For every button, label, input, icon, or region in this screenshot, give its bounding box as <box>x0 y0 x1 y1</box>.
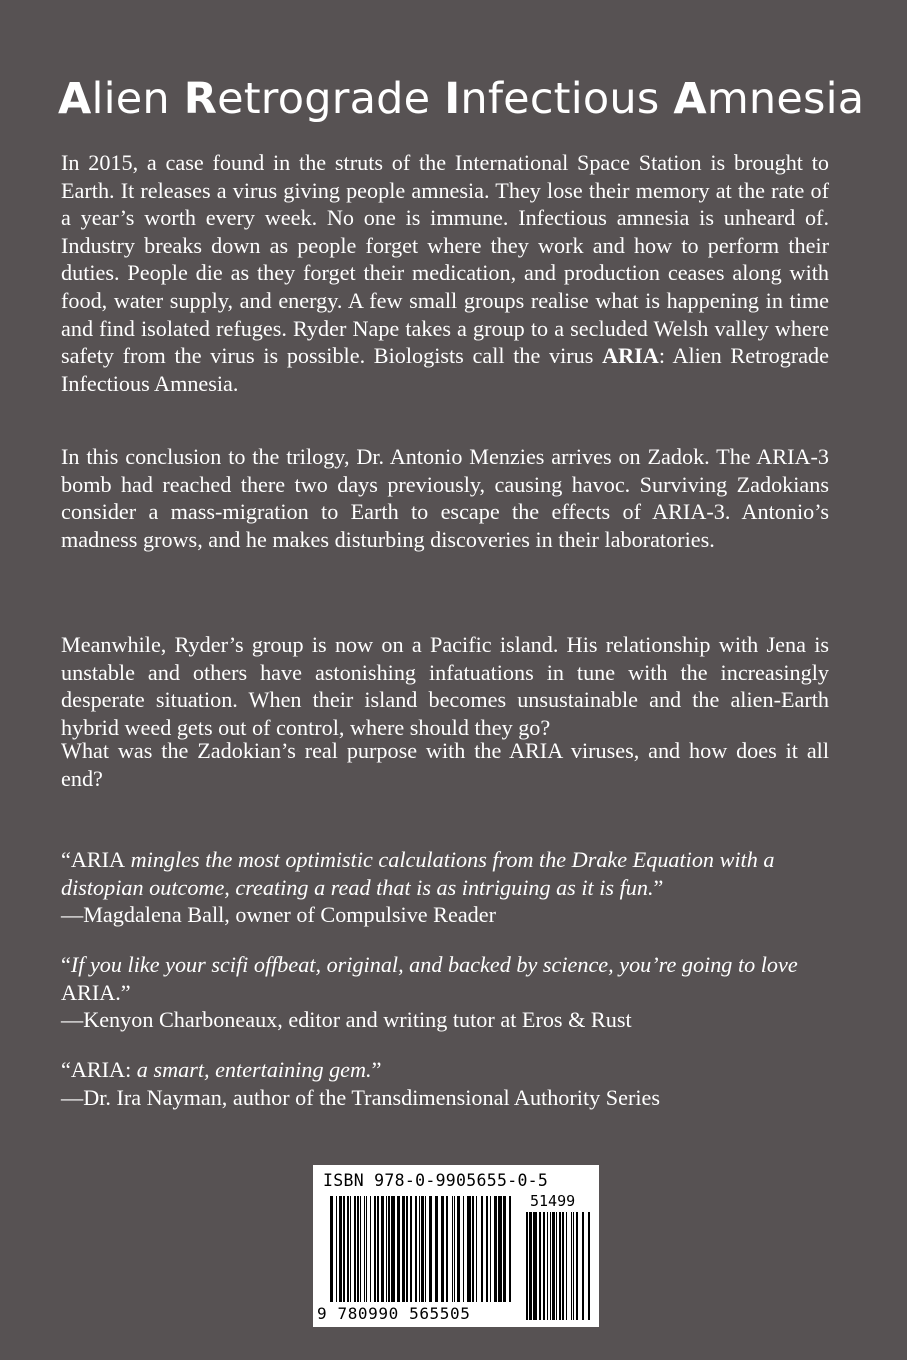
barcode-bar <box>360 1196 361 1302</box>
barcode-bar <box>366 1196 367 1302</box>
blurb-paragraph-4: What was the Zadokian’s real purpose with the ARIA viruses, and how does it all end? <box>61 738 829 791</box>
barcode-bar <box>391 1196 395 1302</box>
barcode-bar <box>350 1196 351 1302</box>
barcode-bar <box>566 1212 567 1320</box>
barcode-bar <box>357 1196 359 1302</box>
barcode-bar <box>494 1196 497 1302</box>
barcode-bar <box>377 1196 379 1302</box>
aria-bold: ARIA <box>602 343 659 369</box>
barcode-bar <box>429 1196 432 1302</box>
blurb-paragraph-3: Meanwhile, Ryder’s group is now on a Pacific island. His relationship with Jena is unstable and others have astonishing infatuations in tune with the increasingly desperate situation. When their island becomes unsustainable and the alien-Earth hybrid weed gets out of control, where should they go? <box>61 632 829 740</box>
barcode-bar <box>526 1212 528 1320</box>
barcode-bar <box>467 1196 471 1302</box>
barcode-bar <box>388 1196 390 1302</box>
barcode-bar <box>573 1212 574 1320</box>
barcode-bar <box>576 1212 578 1320</box>
barcode-bar <box>547 1212 548 1320</box>
price-code: 51499 <box>530 1192 576 1210</box>
barcode-bar <box>336 1196 337 1302</box>
barcode-bar <box>498 1196 502 1302</box>
barcode-bar <box>543 1212 545 1320</box>
barcode-bar <box>457 1196 460 1302</box>
cover-title <box>58 74 865 124</box>
barcode-bars <box>314 1166 598 1326</box>
barcode-bar <box>562 1212 564 1320</box>
barcode-bar <box>421 1196 424 1302</box>
barcode-bar <box>509 1196 511 1302</box>
barcode-bar <box>354 1196 356 1302</box>
barcode-bar <box>435 1196 438 1302</box>
blurb-paragraph-1: In 2015, a case found in the struts of the International Space Station is brought to Earth. It releases a virus giving people amnesia. They lose their memory at the rate of a year’s worth every week. No one is immune. Infectious amnesia is unheard of. Industry breaks down as people forget where they work and how to perform their duties. People die as they forget their medication, and production ceases along with food, water supply, and energy. A few small groups realise what is happening in time and find isolated refuges. Ryder Nape takes a group to a secluded Welsh valley where safety from the virus is possible. Biologists call the virus ARIA: Alien Retrograde Infectious Amnesia. <box>61 150 829 396</box>
barcode-bar <box>330 1196 333 1302</box>
barcode-bar <box>370 1196 371 1302</box>
barcode-bar <box>552 1212 555 1320</box>
blurb-paragraph-2: In this conclusion to the trilogy, Dr. Antonio Menzies arrives on Zadok. The ARIA-3 bomb had reached there two days previously, causing havoc. Surviving Zadokians consider a mass-migration to Earth to escape the effects of ARIA-3. Antonio’s madness grows, and he makes disturbing discoveries in their laboratories. <box>61 444 829 552</box>
barcode-bar <box>472 1196 474 1302</box>
barcode-bar <box>463 1196 464 1302</box>
quote-attribution: —Dr. Ira Nayman, author of the Transdimensional Authority Series <box>61 1084 660 1110</box>
barcode-bar <box>441 1196 444 1302</box>
title-word: Alien <box>58 74 170 124</box>
barcode-bar <box>402 1196 405 1302</box>
quote-attribution: —Kenyon Charboneaux, editor and writing tutor at Eros & Rust <box>61 1007 632 1033</box>
review-quote-2: “If you like your scifi offbeat, original, and backed by science, you’re going to love ARIA.” —Kenyon Charboneaux, editor and writing tutor at Eros & Rust <box>61 951 851 1034</box>
barcode-bar <box>343 1196 345 1302</box>
isbn-barcode <box>313 1165 599 1327</box>
title-word: Amnesia <box>673 74 865 124</box>
barcode-bar <box>533 1212 537 1320</box>
barcode-bar <box>582 1212 584 1320</box>
ean-digits: 9 780990 565505 <box>317 1304 471 1323</box>
review-quote-1: “ARIA mingles the most optimistic calculations from the Drake Equation with a distopian outcome, creating a read that is as intriguing as it is fun.” —Magdalena Ball, owner of Compulsive Reader <box>61 846 851 929</box>
barcode-bar <box>415 1196 417 1302</box>
title-word: Infectious <box>444 74 660 124</box>
barcode-bar <box>410 1196 412 1302</box>
isbn-label: ISBN 978-0-9905655-0-5 <box>323 1171 549 1190</box>
quote-attribution: —Magdalena Ball, owner of Compulsive Reader <box>61 902 497 928</box>
barcode-bar <box>446 1196 448 1302</box>
barcode-bar <box>490 1196 491 1302</box>
barcode-bar <box>556 1212 557 1320</box>
barcode-bar <box>339 1196 342 1302</box>
review-quote-3: “ARIA: a smart, entertaining gem.” —Dr. Ira Nayman, author of the Transdimensional Authority Series <box>61 1056 851 1111</box>
barcode-bar <box>486 1196 488 1302</box>
barcode-bar <box>559 1212 561 1320</box>
barcode-bar <box>386 1196 387 1302</box>
barcode-bar <box>503 1196 506 1302</box>
barcode-bar <box>364 1196 365 1302</box>
barcode-bar <box>476 1196 477 1302</box>
barcode-bar <box>381 1196 384 1302</box>
barcode-bar <box>571 1212 572 1320</box>
barcode-bar <box>481 1196 483 1302</box>
barcode-bar <box>539 1212 541 1320</box>
barcode-bar <box>406 1196 408 1302</box>
barcode-bar <box>347 1196 349 1302</box>
barcode-bar <box>550 1212 551 1320</box>
barcode-bar <box>454 1196 455 1302</box>
barcode-bar <box>419 1196 420 1302</box>
title-word: Retrograde <box>183 74 431 124</box>
barcode-bar <box>425 1196 426 1302</box>
barcode-bar <box>374 1196 376 1302</box>
barcode-bar <box>452 1196 453 1302</box>
barcode-bar <box>529 1212 532 1320</box>
barcode-bar <box>397 1196 400 1302</box>
barcode-bar <box>588 1212 590 1320</box>
